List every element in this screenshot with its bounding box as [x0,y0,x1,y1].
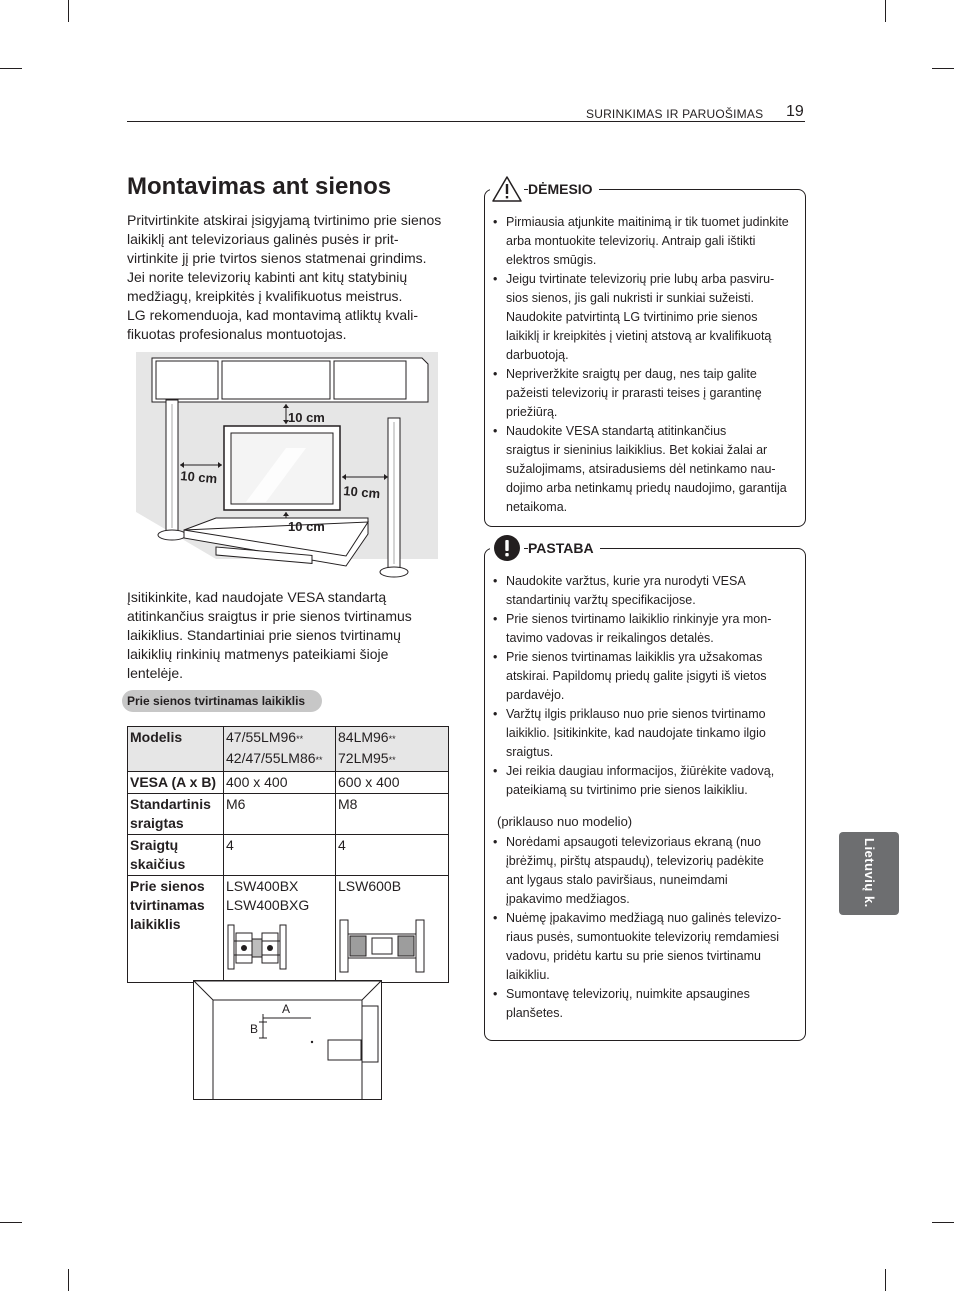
table-caption-text: Prie sienos tvirtinamas laikiklis [127,694,306,708]
bracket-400-image [226,921,288,973]
text-line: sraigtus ir sieninius laikiklius. Bet kokiai žalai ar [506,443,768,457]
asterisk-mark: ** [315,755,323,765]
text-line: tavimo vadovas ir reikalingos detalės. [506,631,714,645]
text-line: atskirai. Papildomų priedų galite įsigyti iš vietos [506,669,767,683]
info-exclamation-icon [490,533,524,563]
text-line: laikiklius. Standartiniai prie sienos tvirtinamų [127,627,401,643]
text-line: • Prie sienos tvirtinamas laikiklis yra užsakomas [506,650,763,664]
text-line: vadovu, pridėtu kartu su prie sienos tvirtinamu [506,949,761,963]
intro-paragraph [127,211,452,344]
vesa-paragraph [127,588,452,683]
list-item [490,833,805,909]
vesa-value: 600 x 400 [336,772,449,794]
screw-count-value: 4 [336,835,449,876]
model-cell [336,727,449,772]
asterisk-mark: ** [388,755,396,765]
text-line: • Nepriveržkite sraigtų per daug, nes taip galite [506,367,757,381]
text-line: arba montuokite televizorių. Antraip gali ištikti [506,234,756,248]
language-tab [839,832,899,915]
text-line: medžiagų, kreipkitės į kvalifikuotus meistrus. [127,288,403,304]
text-line: įbrėžimų, pirštų atspaudų), televizorių padėkite [506,854,764,868]
note-subheading: (priklauso nuo modelio) [497,814,633,829]
table-row [128,794,449,835]
crop-mark [68,1269,69,1291]
text-line: laikiklį ir kreipkitės į vietinį atstovą ar kvalifikuotą [506,329,772,343]
dimension-b-label: B [250,1022,259,1036]
text-line: sužalojimams, atsiradusiems dėl netinkamo nau- [506,462,776,476]
text-line: ant lygaus stalo paviršiaus, nuneimdami [506,873,728,887]
list-item [490,213,805,270]
right-gap-label: 10 cm [342,483,381,502]
text-line: Pritvirtinkite atskirai įsigyjamą tvirtinimo prie sienos [127,212,442,228]
screw-value: M6 [224,794,336,835]
text-line: laikikliu. [506,968,550,982]
text-line: • Naudokite varžtus, kurie yra nurodyti VESA [506,574,746,588]
caution-title: DĖMESIO [528,181,599,197]
text-line: sios sienos, jis gali nukristi ir sunkiai sužeisti. [506,291,755,305]
text-line: • Jei reikia daugiau informacijos, žiūrėkite vadovą, [506,764,775,778]
model-value: 84LM96 [338,729,389,745]
note-sublist [490,833,805,1023]
warning-triangle-icon [490,174,524,204]
text-line: įpakavimo medžiagos. [506,892,630,906]
list-item [490,365,805,422]
screw-value: M8 [336,794,449,835]
text-line: lentelėje. [127,665,184,681]
table-row [128,772,449,794]
table-row [128,727,449,772]
bracket-label: Prie sienos tvirtinamas laikiklis [128,876,224,983]
text-line: Jei norite televizorių kabinti ant kitų statybinių [127,269,408,285]
table-row [128,876,449,983]
bracket-600-image [338,918,426,974]
text-line: virtinkite jį prie tvirtos sienos statmenai grindims. [127,250,427,266]
bracket-cell [336,876,449,983]
list-item [490,985,805,1023]
text-line: • Naudokite VESA standartą atitinkančius [506,424,727,438]
text-line: pateikiamą su tvirtinimo prie sienos laikikliu. [506,783,748,797]
screw-count-value: 4 [224,835,336,876]
model-value: 72LM95 [338,750,389,766]
wall-mount-clearance-illustration [136,352,438,582]
list-item [490,648,805,705]
left-gap-label: 10 cm [179,468,218,487]
text-line: netaikoma. [506,500,568,514]
dimension-a-label: A [282,1002,291,1016]
list-item [490,705,805,762]
vesa-value: 400 x 400 [224,772,336,794]
list-item [490,572,805,610]
text-line: darbuotoją. [506,348,569,362]
text-line: laikiklį ant televizoriaus galinės pusės ir prit- [127,231,399,247]
text-line: dojimo arba netinkamų priedų naudojimo, garantija [506,481,787,495]
bracket-cell [224,876,336,983]
text-line: pardavėjo. [506,688,565,702]
asterisk-mark: ** [388,734,396,744]
page-title: Montavimas ant sienos [127,173,392,200]
text-line: sraigtus. [506,745,554,759]
model-cell [224,727,336,772]
text-line: standartinių varžtų specifikacijose. [506,593,696,607]
text-line: pažeisti televizorių ir prarasti teises į garantinę [506,386,762,400]
crop-mark [0,68,22,69]
page-number: 19 [786,103,804,120]
vesa-label: VESA (A x B) [128,772,224,794]
text-line: • Varžtų ilgis priklauso nuo prie sienos tvirtinamo [506,707,766,721]
table-row [128,835,449,876]
crop-mark [885,1269,886,1291]
model-label: Modelis [128,727,224,772]
text-line: planšetes. [506,1006,563,1020]
crop-mark [932,1222,954,1223]
text-line: riaus pusės, sumontuokite televizorių remdamiesi [506,930,780,944]
text-line: • Sumontavę televizorių, nuimkite apsaugines [506,987,750,1001]
text-line: elektros smūgis. [506,253,597,267]
section-header: SURINKIMAS IR PARUOŠIMAS [586,107,764,121]
text-line: fikuotas profesionalus montuotojas. [127,326,347,342]
list-item [490,422,805,517]
caution-list [490,213,805,517]
text-line: priežiūrą. [506,405,558,419]
text-line: • Nuėmę įpakavimo medžiagą nuo galinės televizo- [506,911,782,925]
asterisk-mark: ** [296,734,304,744]
bracket-value: LSW600B [338,878,402,894]
tv-back-vesa-diagram [193,980,382,1101]
list-item [490,610,805,648]
text-line: laikiklių rinkinių matmenys pateikiami šioje [127,646,389,662]
crop-mark [68,0,69,22]
screw-count-label: Sraigtų skaičius [128,835,224,876]
model-value: 42/47/55LM86 [226,750,316,766]
language-tab-label: Lietuvių k. [862,838,877,908]
text-line: • Jeigu tvirtinate televizorių prie lubų arba pasviru- [506,272,775,286]
crop-mark [932,68,954,69]
text-line: LG rekomenduoja, kad montavimą atliktų kvali- [127,307,419,323]
bottom-gap-label: 10 cm [288,519,325,534]
bracket-value: LSW400BX [226,878,299,894]
model-value: 47/55LM96 [226,729,297,745]
header-rule [127,121,805,122]
text-line: laikiklio. Įsitikinkite, kad naudojate tinkamo ilgio [506,726,766,740]
screw-label: Standartinis sraigtas [128,794,224,835]
top-gap-label: 10 cm [288,410,325,425]
list-item [490,270,805,365]
note-list [490,572,805,800]
text-line: atitinkančius sraigtus ir prie sienos tvirtinamus [127,608,412,624]
crop-mark [885,0,886,22]
text-line: Naudokite patvirtintą LG tvirtinimo prie sienos [506,310,758,324]
list-item [490,909,805,985]
table-caption [122,690,322,712]
text-line: • Norėdami apsaugoti televizoriaus ekraną (nuo [506,835,762,849]
text-line: • Pirmiausia atjunkite maitinimą ir tik tuomet judinkite [506,215,789,229]
note-title: PASTABA [528,540,600,556]
bracket-value: LSW400BXG [226,897,310,913]
wall-mount-spec-table [127,726,449,983]
text-line: • Prie sienos tvirtinamo laikiklio rinkinyje yra mon- [506,612,772,626]
list-item [490,762,805,800]
crop-mark [0,1222,22,1223]
text-line: Įsitikinkite, kad naudojate VESA standartą [127,589,387,605]
